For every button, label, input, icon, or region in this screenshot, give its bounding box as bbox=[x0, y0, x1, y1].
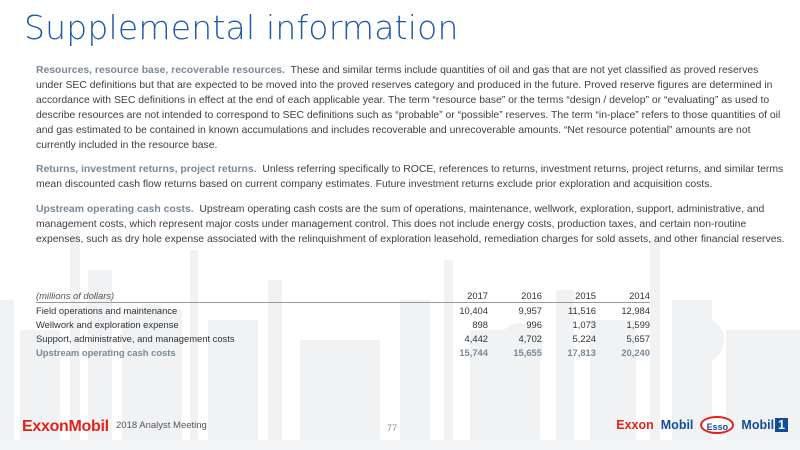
definition-heading: Returns, investment returns, project returns. bbox=[36, 164, 257, 176]
cash-costs-table bbox=[36, 288, 650, 359]
cell-value: 12,984 bbox=[621, 304, 650, 316]
row-label: Field operations and maintenance bbox=[36, 304, 178, 316]
exxon-logo: Exxon bbox=[616, 418, 654, 432]
table-row bbox=[36, 317, 650, 331]
definition-heading: Resources, resource base, recoverable resources. bbox=[36, 65, 285, 76]
definition-body: These and similar terms include quantities of oil and gas that are not yet classified as proved reserves under SEC definitions but that are expected to be moved into the proved reserves category and produced in the future. Proved reserve figures are determined in accordance with SEC definitions in effect at the end of each applicable year. The term “resource base” or the terms “design / develop” or “evaluating” as used to describe resources are not intended to correspond to SEC definitions such as “probable” or “possible” reserves. The term “in-place” refers to those quantities of oil and gas estimated to be contained in known accumulations and includes recoverable and unrecoverable amounts. “Net resource potential” amounts are not currently included in the resource base. bbox=[36, 65, 781, 151]
cell-value: 9,957 bbox=[518, 304, 542, 316]
year-header: 2014 bbox=[596, 288, 650, 303]
definition-returns bbox=[36, 163, 786, 193]
cell-value: 4,702 bbox=[518, 332, 542, 344]
definition-body: Upstream operating cash costs are the sum of operations, maintenance, wellwork, exploration, support, administrative, and management costs, which represent major costs under management control. This does not include energy costs, production taxes, and certain non-routine expenses, such as dry hole expense associated with the relinquishment of exploration leasehold, remediation charges for sold assets, and other financial reserves. bbox=[36, 204, 785, 246]
cell-value: 1,073 bbox=[572, 318, 596, 330]
cell-value: 4,442 bbox=[464, 332, 488, 344]
mobil-logo: Mobil bbox=[660, 418, 694, 432]
table-header-row bbox=[36, 288, 650, 303]
event-name: 2018 Analyst Meeting bbox=[116, 420, 207, 431]
row-label: Wellwork and exploration expense bbox=[36, 318, 179, 330]
definitions-section bbox=[36, 64, 786, 258]
mobil1-text: Mobil bbox=[741, 418, 775, 432]
definition-resources bbox=[36, 64, 786, 153]
table-row bbox=[36, 303, 650, 318]
cell-value: 1,599 bbox=[626, 318, 650, 330]
cell-value: 5,657 bbox=[626, 332, 650, 344]
brand-logos bbox=[616, 416, 788, 434]
row-label: Support, administrative, and management costs bbox=[36, 332, 235, 344]
esso-logo: Esso bbox=[700, 416, 734, 434]
definition-heading: Upstream operating cash costs. bbox=[36, 204, 194, 216]
page-title: Supplemental information bbox=[24, 8, 459, 47]
cell-value: 5,224 bbox=[572, 332, 596, 344]
mobil1-badge: 1 bbox=[775, 418, 788, 432]
year-header: 2015 bbox=[542, 288, 596, 303]
cell-value: 996 bbox=[526, 318, 542, 330]
exxonmobil-logo: ExxonMobil bbox=[22, 418, 109, 435]
cell-value: 15,744 bbox=[459, 346, 488, 358]
definition-body: Unless referring specifically to ROCE, references to returns, investment returns, project returns, and similar terms mean discounted cash flow returns based on current company estimates. Future investment returns exclude prior exploration and acquisition costs. bbox=[36, 164, 784, 191]
row-label: Upstream operating cash costs bbox=[36, 346, 176, 358]
mobil1-logo bbox=[741, 418, 788, 432]
cell-value: 10,404 bbox=[459, 304, 488, 316]
page-number: 77 bbox=[387, 423, 398, 433]
cell-value: 17,813 bbox=[567, 346, 596, 358]
year-header: 2016 bbox=[488, 288, 542, 303]
cell-value: 15,655 bbox=[513, 346, 542, 358]
year-header: 2017 bbox=[434, 288, 488, 303]
table-total-row bbox=[36, 345, 650, 359]
cell-value: 898 bbox=[472, 318, 488, 330]
cell-value: 20,240 bbox=[621, 346, 650, 358]
definition-upstream-costs bbox=[36, 203, 786, 248]
unit-label: (millions of dollars) bbox=[36, 288, 434, 303]
table-row bbox=[36, 331, 650, 345]
cell-value: 11,516 bbox=[568, 304, 596, 316]
